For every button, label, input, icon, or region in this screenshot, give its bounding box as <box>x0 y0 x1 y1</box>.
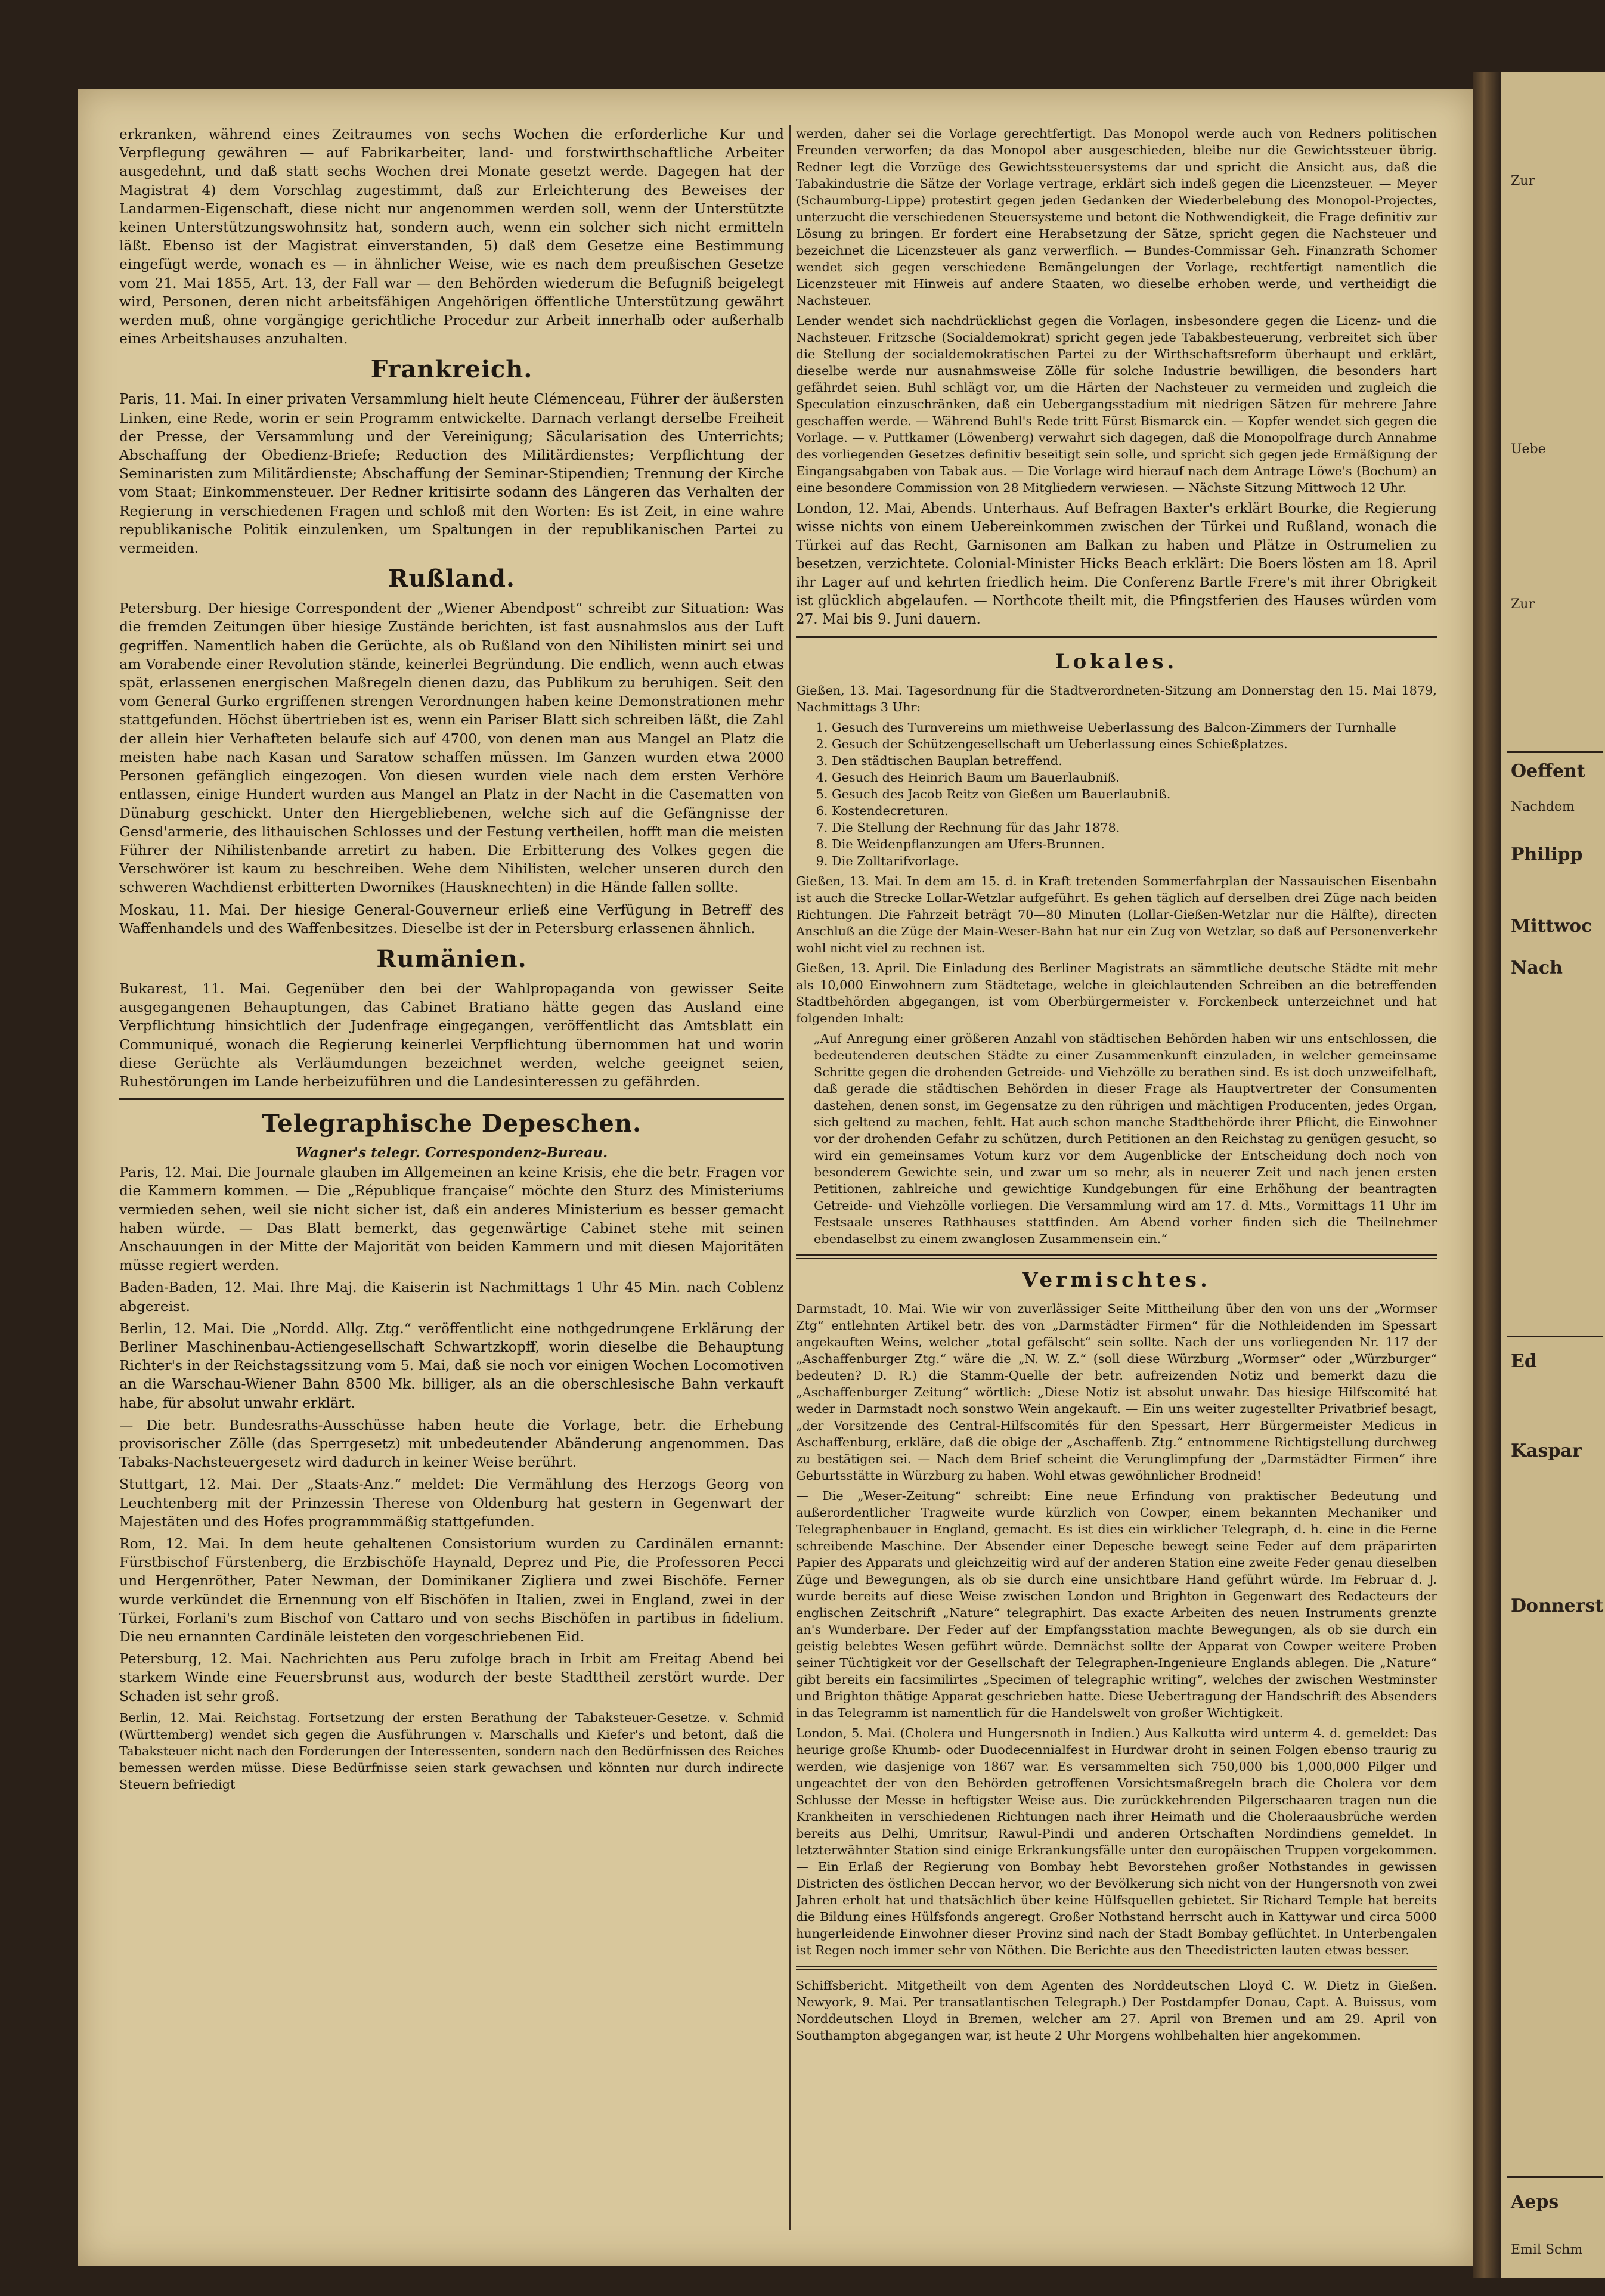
telegram-paragraph: — Die betr. Bundesraths-Ausschüsse haben heute die Vorlage, betr. die Erhebung provisorischer Zölle (das Sperrgesetz) mit unbedeutender Abänderung angenommen. Das Tabaks-Nachsteuergesetz wird dadurch in keiner Weise berührt. <box>119 1416 784 1471</box>
article-paragraph: London, 5. Mai. (Cholera und Hungersnoth in Indien.) Aus Kalkutta wird unterm 4. d. gemeldet: Das heurige große Khumb- oder Duodecennialfest in Hurdwar droht in seinen Folgen ebenso traurig zu werden, wie dasjenige von 1867 war. Es versammelten sich 750,000 bis 1,000,000 Pilger und ungeachtet der von den Behörden getroffenen Vorsichtsmaßregeln brach die Cholera vor dem Schlusse der Messe in heftigster Weise aus. Die zurückkehrenden Pilgerschaaren tragen nun die Krankheiten in verschiedenen Richtungen nach ihrer Heimath und die Choleraausbrüche werden bereits aus Delhi, Umritsur, Rawul-Pindi und anderen Ortschaften Nordindiens gemeldet. In letzterwähnter Station sind einige Erkrankungsfälle unter den europäischen Truppen vorgekommen. — Ein Erlaß der Regierung von Bombay hebt Bevorstehen großer Nothstandes in gewissen Districten des östlichen Deccan hervor, wo der Bevölkerung sich nicht von der Hungersnoth von zwei Jahren erholt hat und thatsächlich über keine Hülfsquellen gebietet. Sir Richard Temple hat bereits die Bildung eines Hülfsfonds angeregt. Großer Nothstand herrscht auch in Kattywar und circa 5000 hungerleidende Einwohner dieser Provinz sind nach der Stadt Bombay geflüchtet. In Unterbengalen ist Regen noch immer sehr von Nöthen. Die Berichte aus den Theedistricten lauten etwas besser. <box>796 1726 1437 1957</box>
adjacent-rule <box>1507 1336 1603 1337</box>
adjacent-fragment: Nachdem <box>1511 800 1575 814</box>
agenda-item: 1. Gesuch des Turnvereins um miethweise Ueberlassung des Balcon-Zimmers der Turnhalle <box>832 719 1437 736</box>
agenda-item: 5. Gesuch des Jacob Reitz von Gießen um Bauerlaubniß. <box>832 786 1437 802</box>
bureau-subheading: Wagner's telegr. Correspondenz-Bureau. <box>295 1145 608 1161</box>
article-paragraph: Gießen, 13. Mai. In dem am 15. d. in Kraft tretenden Sommerfahrplan der Nassauischen Eisenbahn ist auch die Strecke Lollar-Wetzlar aufgeführt. Es gehen täglich auf derselben drei Züge nach beiden Richtungen. Die Fahrzeit beträgt 70—80 Minuten (Lollar-Gießen-Wetzlar nur die Hälfte), directen Anschluß an die Züge der Main-Weser-Bahn hat nur ein Zug von Wetzlar, so daß auf Personenverkehr wohl nicht viel zu rechnen ist. <box>796 874 1437 955</box>
section-divider <box>796 1966 1437 1970</box>
adjacent-rule <box>1507 751 1603 753</box>
section-heading-rumaenien: Rumänien. <box>376 944 527 973</box>
agenda-item: 2. Gesuch der Schützengesellschaft um Ueberlassung eines Schießplatzes. <box>832 736 1437 752</box>
adjacent-fragment: Zur <box>1511 173 1535 188</box>
agenda-list <box>832 719 1437 869</box>
quoted-letter: „Auf Anregung einer größeren Anzahl von städtischen Behörden haben wir uns entschlossen, die bedeutenderen deutschen Städte zu einer Zusammenkunft einzuladen, in welcher gemeinsame Schritte gegen die drohenden Getreide- und Viehzölle zu berathen sind. Es ist doch unzweifelhaft, daß gerade die städtischen Behörden in dieser Frage als Hauptvertreter der Consumenten dastehen, denen sonst, im Gegensatze zu den rührigen und mächtigen Producenten, jedes Organ, sich geltend zu machen, fehlt. Hat auch schon manche Stadtbehörde ihrer Pflicht, die Einwohner vor der drohenden Gefahr zu schützen, durch Petitionen an den Reichstag zu genügen gesucht, so wird ein gemeinsames Votum kurz vor dem Augenblicke der Entscheidung doch noch von besonderem Gewichte sein, und zwar um so mehr, als in neuerer Zeit und nach jenen ersten Petitionen, zahlreiche und gewichtige Kundgebungen für eine Erhöhung der beantragten Getreide- und Viehzölle vorliegen. Die Versammlung wird am 17. d. Mts., Vormittags 11 Uhr im Festsaale unseres Rathhauses stattfinden. Am Abend vorher finden sich die Theilnehmer ebendaselbst zu einem zwanglosen Zusammensein ein.“ <box>814 1031 1437 1246</box>
adjacent-fragment: Aeps <box>1511 2192 1559 2213</box>
article-paragraph: Paris, 11. Mai. In einer privaten Versammlung hielt heute Clémenceau, Führer der äußersten Linken, eine Rede, worin er sein Programm entwickelte. Darnach verlangt derselbe Freiheit der Presse, der Versammlung und der Vereinigung; Säcularisation des Unterrichts; Abschaffung der Obedienz-Briefe; Reduction des Militärdienstes; Verpflichtung der Seminaristen zum Militärdienste; Abschaffung der Seminar-Stipendien; Trennung der Kirche vom Staat; Einkommensteuer. Der Redner kritisirte sodann des Längeren das Verhalten der Regierung in verschiedenen Fragen und schloß mit den Worten: Es ist Zeit, in eine wahre republikanische Politik einzulenken, um Spaltungen in der republikanischen Partei zu vermeiden. <box>119 391 784 557</box>
telegram-paragraph: Berlin, 12. Mai. Die „Nordd. Allg. Ztg.“ veröffentlicht eine nothgedrungene Erklärung der Berliner Maschinenbau-Actiengesellschaft Schwartzkopff, worin dieselbe die Behauptung Richter's in der Reichstagssitzung vom 5. Mai, daß sie noch vor einigen Wochen Locomotiven an die Warschau-Wiener Bahn 8500 Mk. billiger, als an die oberschlesische Bahn verkauft habe, für absolut unwahr erklärt. <box>119 1319 784 1411</box>
section-heading-vermischtes: Vermischtes. <box>1022 1268 1211 1292</box>
section-heading-russland: Rußland. <box>388 565 515 593</box>
article-paragraph: Petersburg. Der hiesige Correspondent der „Wiener Abendpost“ schreibt zur Situation: Was die fremden Zeitungen über hiesige Zustände berichten, ist fast ausnahmslos aus der Luft gegriffen. Namentlich haben die Gerüchte, als ob Rußland von den Nihilisten minirt sei und am Vorabende einer Revolution stände, keinerlei Begründung. Die endlich, wenn auch etwas spät, erlassenen energischen Maßregeln dienen dazu, das Publikum zu beruhigen. Seit den vom General Gurko ergriffenen strengen Verordnungen haben keine Demonstrationen mehr stattgefunden. Höchst übertrieben ist es, wenn ein Pariser Blatt sich schreiben läßt, die Zahl der allein hier Verhafteten belaufe sich auf 4700, von denen man aus Mangel an Platz die meisten habe nach Kasan und Saratow schaffen müssen. Im Ganzen wurden etwa 2000 Personen gefänglich eingezogen. Von diesen wurden viele nach dem ersten Verhöre entlassen, einige Hundert wurden aus Mangel an Platz in der Nacht in die Casematten von Dünaburg geschickt. Unter den Hiergebliebenen, welche sich auf die Gefängnisse der Gensd'armerie, des lithauischen Schlosses und der Festung vertheilen, hofft man die meisten Führer der Nihilistenbande arretirt zu haben. Die Erbitterung des Volkes gegen die Verschwörer ist kaum zu beschreiben. Wehe dem Nihilisten, welcher unseren durch den schweren Wachdienst erbitterten Dwornikes (Hausknechten) in die Hände fallen sollte. <box>119 600 784 896</box>
adjacent-rule <box>1507 2176 1603 2178</box>
section-divider <box>796 636 1437 640</box>
telegram-paragraph: Stuttgart, 12. Mai. Der „Staats-Anz.“ meldet: Die Vermählung des Herzogs Georg von Leuchtenberg mit der Prinzessin Therese von Oldenburg hat gestern in Gegenwart der Majestäten und des Hofes programmmäßig stattgefunden. <box>119 1476 784 1530</box>
adjacent-page-strip <box>1501 72 1605 2278</box>
article-paragraph: Gießen, 13. April. Die Einladung des Berliner Magistrats an sämmtliche deutsche Städte mit mehr als 10,000 Einwohnern zum Städtetage, welche in gleichlautenden Schreiben an die betreffenden Stadtbehörden abgegangen, ist vom Oberbürgermeister v. Forckenbeck unterzeichnet und hat folgenden Inhalt: <box>796 961 1437 1025</box>
intro-paragraph: erkranken, während eines Zeitraumes von sechs Wochen die erforderliche Kur und Verpflegung gewähren — auf Fabrikarbeiter, land- und forstwirthschaftliche Arbeiter ausgedehnt, und daß statt sechs Wochen drei Monate gesetzt werde. Dagegen hat der Magistrat 4) dem Vorschlag zugestimmt, daß zur Erleichterung des Beweises der Landarmen-Eigenschaft, diese nicht nur angenommen werden soll, wenn der Unterstützte keinen Unterstützungswohnsitz hat, sondern auch, wenn ein solcher sich nicht ermitteln läßt. Ebenso ist der Magistrat einverstanden, 5) daß dem Gesetze eine Bestimmung eingefügt werde, wonach es — in ähnlicher Weise, wie es nach dem preußischen Gesetze vom 21. Mai 1855, Art. 13, der Fall war — den Behörden wiederum die Befugniß beigelegt wird, Personen, deren nicht arbeitsfähigen Angehörigen öffentliche Unterstützung gewährt werden muß, ohne vorgängige gerichtliche Procedur zur Arbeit innerhalb oder außerhalb eines Arbeitshauses anzuhalten. <box>119 126 784 348</box>
adjacent-fragment: Kaspar <box>1511 1440 1582 1461</box>
article-paragraph: — Die „Weser-Zeitung“ schreibt: Eine neue Erfindung von praktischer Bedeutung und außerordentlicher Tragweite wurde kürzlich von Cowper, einem bekannten Mechaniker und Telegraphenbauer in England, gemacht. Es ist dies ein wirklicher Telegraph, d. h. eine in die Ferne schreibende Maschine. Der Absender einer Depesche bewegt seine Feder auf dem präparirten Papier des Apparats und gleichzeitig wird auf der anderen Station eine zweite Feder genau dieselben Züge und Bewegungen, als ob sie durch eine unsichtbare Hand geführt würde. Im Februar d. J. wurde bereits auf diese Weise zwischen London und Brighton in Gegenwart des Redacteurs der englischen Zeitschrift „Nature“ telegraphirt. Das exacte Arbeiten des neuen Instruments grenzte an's Wunderbare. Der Feder auf der Empfangsstation machte Bewegungen, als ob sie durch ein geistig belebtes Wesen geführt würde. Demnächst sollte der Apparat von Cowper weitere Proben seiner Tüchtigkeit vor der Gesellschaft der Telegraphen-Ingenieure Englands ablegen. Die „Nature“ gibt bereits ein facsimilirtes „Specimen of telegraphic writing“, welches der zwischen Westminster und Brighton thätige Apparat geschrieben hatte. Diese Uebertragung der Handschrift des Absenders in das Telegramm ist namentlich für die Handelswelt von großer Wichtigkeit. <box>796 1489 1437 1720</box>
section-heading-frankreich: Frankreich. <box>370 355 533 384</box>
article-paragraph: Bukarest, 11. Mai. Gegenüber den bei der Wahlpropaganda von gewisser Seite ausgegangenen Behauptungen, das Cabinet Bratiano hätte gegen das Ausland eine Verpflichtung hinsichtlich der Judenfrage eingegangen, veröffentlicht das Amtsblatt ein Communiqué, wonach die Regierung keinerlei Verpflichtung übernommen hat und worin diese Gerüchte als Verläumdungen bezeichnet werden, welche geeignet seien, Ruhestörungen im Lande herbeizuführen und die Landesinteressen zu gefährden. <box>119 980 784 1090</box>
article-paragraph: London, 12. Mai, Abends. Unterhaus. Auf Befragen Baxter's erklärt Bourke, die Regierung wisse nichts von einem Uebereinkommen zwischen der Türkei und Rußland, wonach die Türkei auf das Recht, Garnisonen am Balkan zu haben und Plätze in Ostrumelien zu besetzen, verzichtete. Colonial-Minister Hicks Beach erklärt: Die Boers lösten am 18. April ihr Lager auf und kehrten friedlich heim. Die Conferenz Bartle Frere's mit ihrer Obrigkeit ist glücklich abgelaufen. — Northcote theilt mit, die Pfingstferien des Hauses würden vom 27. Mai bis 9. Juni dauern. <box>796 501 1437 627</box>
adjacent-fragment: Oeffent <box>1511 761 1585 782</box>
telegram-paragraph: Rom, 12. Mai. In dem heute gehaltenen Consistorium wurden zu Cardinälen ernannt: Fürstbischof Fürstenberg, die Erzbischöfe Haynald, Deprez und Pie, die Professoren Pecci und Hergenröther, Pater Newman, der Dominikaner Zigliera und zwei Bischöfe. Ferner wurde verkündet die Ernennung von elf Bischöfen in Italien, zwei in England, zwei in der Türkei, Forlani's zum Bischof von Cattaro und von sechs Bischöfen in partibus in fidelium. Die neu ernannten Cardinäle leisteten den vorgeschriebenen Eid. <box>119 1535 784 1646</box>
right-column <box>796 125 1437 2230</box>
adjacent-fragment: Uebe <box>1511 442 1546 457</box>
agenda-item: 8. Die Weidenpflanzungen am Ufers-Brunnen. <box>832 836 1437 853</box>
article-paragraph: werden, daher sei die Vorlage gerechtfertigt. Das Monopol werde auch von Redners politischen Freunden verworfen; da das Monopol aber ausgeschieden, bleibe nur die Gewichtssteuer übrig. Redner legt die Vorzüge des Gewichtssteuersystems dar und spricht die Ansicht aus, daß die Tabakindustrie die Sätze der Vorlage vertrage, erklärt sich indeß gegen die Licenzsteuer. — Meyer (Schaumburg-Lippe) protestirt gegen jeden Gedanken der Wiederbelebung des Monopol-Projectes, unterzucht die verschiedenen Steuersysteme und betont die Nothwendigkeit, die Frage definitiv zur Lösung zu bringen. Er fordert eine Herabsetzung der Sätze, spricht gegen die Nachsteuer und bezeichnet die Licenzsteuer als ganz verwerflich. — Bundes-Commissar Geh. Finanzrath Schomer wendet sich gegen verschiedene Bemängelungen der Vorlage, rechtfertigt namentlich die Licenzsteuer mit Hinweis auf andere Staaten, wo dieselbe erhoben werde, und vertheidigt die Nachsteuer. <box>796 126 1437 308</box>
adjacent-fragment: Ed <box>1511 1351 1537 1372</box>
agenda-intro: Gießen, 13. Mai. Tagesordnung für die Stadtverordneten-Sitzung am Donnerstag den 15. Mai 1879, Nachmittags 3 Uhr: <box>796 683 1437 714</box>
telegram-paragraph: Berlin, 12. Mai. Reichstag. Fortsetzung der ersten Berathung der Tabaksteuer-Gesetze. v. Schmid (Württemberg) wendet sich gegen die Ausführungen v. Marschalls und Kiefer's und betont, daß die Tabaksteuer nicht nach den Forderungen der Interessenten, sondern nach den Bedürfnissen des Reiches bemessen werden müsse. Diese Bedürfnisse seien stark gewachsen und könnten nur durch indirecte Steuern befriedigt <box>119 1710 784 1792</box>
page-gutter <box>1473 72 1501 2278</box>
article-paragraph: Moskau, 11. Mai. Der hiesige General-Gouverneur erließ eine Verfügung in Betreff des Waffenhandels und des Waffenbesitzes. Dieselbe ist der in Petersburg erlassenen ähnlich. <box>119 901 784 937</box>
left-column <box>119 125 784 2230</box>
section-divider <box>119 1098 784 1102</box>
adjacent-fragment: Philipp <box>1511 844 1583 865</box>
agenda-item: 6. Kostendecreturen. <box>832 802 1437 819</box>
adjacent-fragment: Zur <box>1511 597 1535 612</box>
agenda-item: 3. Den städtischen Bauplan betreffend. <box>832 752 1437 769</box>
agenda-item: 7. Die Stellung der Rechnung für das Jahr 1878. <box>832 819 1437 836</box>
section-heading-lokales: Lokales. <box>1055 650 1178 674</box>
shipping-report: Schiffsbericht. Mitgetheilt von dem Agenten des Norddeutschen Lloyd C. W. Dietz in Gießen. Newyork, 9. Mai. Per transatlantischen Telegraph.) Der Postdampfer Donau, Capt. A. Buissus, vom Norddeutschen Lloyd in Bremen, welcher am 27. April von Bremen und am 29. April von Southampton abgegangen war, ist heute 2 Uhr Morgens wohlbehalten hier angekommen. <box>796 1978 1437 2043</box>
telegram-paragraph: Baden-Baden, 12. Mai. Ihre Maj. die Kaiserin ist Nachmittags 1 Uhr 45 Min. nach Coblenz abgereist. <box>119 1279 784 1315</box>
adjacent-fragment: Nach <box>1511 958 1563 978</box>
section-divider <box>796 1254 1437 1259</box>
column-rule <box>789 125 791 2230</box>
article-paragraph: Lender wendet sich nachdrücklichst gegen die Vorlagen, insbesondere gegen die Licenz- und die Nachsteuer. Fritzsche (Socialdemokrat) spricht gegen jede Tabakbesteuerung, verbreitet sich über die Stellung der socialdemokratischen Partei zu der Wirthschaftsreform überhaupt und erklärt, dieselbe werde nur ausnahmsweise Zölle für solche Industrie bewilligen, die besonders hart gefährdet seien. Buhl schlägt vor, um die Härten der Nachsteuer zu vermeiden und zugleich die Speculation einzuschränken, daß ein Uebergangsstadium mit niedrigen Sätzen für mehrere Jahre geschaffen werde. — Während Buhl's Rede tritt Fürst Bismarck ein. — Kopfer wendet sich gegen die Vorlage. — v. Puttkamer (Löwenberg) verwahrt sich dagegen, daß die Monopolfrage durch Annahme des vorliegenden Gesetzes definitiv beseitigt sein solle, und spricht sich gegen jede Ermäßigung der Eingangsabgaben von Tabak aus. — Die Vorlage wird hierauf nach dem Antrage Löwe's (Bochum) an eine besondere Commission von 28 Mitgliedern verwiesen. — Nächste Sitzung Mittwoch 12 Uhr. <box>796 314 1437 495</box>
adjacent-fragment: Emil Schm <box>1511 2242 1583 2257</box>
adjacent-fragment: Donnerst <box>1511 1595 1604 1616</box>
adjacent-fragment: Mittwoc <box>1511 916 1592 937</box>
agenda-item: 9. Die Zolltarifvorlage. <box>832 853 1437 869</box>
article-paragraph: Darmstadt, 10. Mai. Wie wir von zuverlässiger Seite Mittheilung über den von uns der „Wormser Ztg“ entlehnten Artikel betr. des von „Darmstädter Firmen“ für die Nothleidenden im Spessart angekauften Weins, welcher „total gefälscht“ sein sollte. Nach der uns vorliegenden Nr. 117 der „Aschaffenburger Ztg.“ wäre die „N. W. Z.“ (soll diese Würzburg „Wormser“ oder „Würzburger“ bedeuten? D. R.) die Stamm-Quelle der betr. aufreizenden Notiz und bemerkt dazu die „Aschaffenburger Zeitung“ wörtlich: „Diese Notiz ist absolut unwahr. Das hiesige Hilfscomité hat weder in Darmstadt noch sonstwo Wein angekauft. — Ein uns weiter zugestellter Privatbrief besagt, „der Vorsitzende des Central-Hilfscomités für den Spessart, Herr Bürgermeister Medicus in Aschaffenburg, erkläre, daß die obige der „Aschaffenb. Ztg.“ entnommene Richtigstellung durchweg zu bestätigen sei. — Nach dem Brief scheint die Verunglimpfung der „Darmstädter Firmen“ ihre Geburtsstätte in Würzburg zu haben. Wohl etwas gewöhnlicher Brodneid! <box>796 1302 1437 1483</box>
telegram-paragraph: Petersburg, 12. Mai. Nachrichten aus Peru zufolge brach in Irbit am Freitag Abend bei starkem Winde eine Feuersbrunst aus, wodurch der beste Stadttheil zerstört wurde. Der Schaden ist sehr groß. <box>119 1650 784 1705</box>
telegram-paragraph: Paris, 12. Mai. Die Journale glauben im Allgemeinen an keine Krisis, ehe die betr. Fragen vor die Kammern kommen. — Die „République française“ möchte den Sturz des Ministeriums vermieden sehen, weil sie nicht sicher ist, daß ein anderes Ministerium es besser gemacht haben würde. — Das Blatt bemerkt, das gegenwärtige Cabinet stehe mit seinen Anschauungen in der Mitte der Majorität von beiden Kammern und mit diesen Majoritäten müsse regiert werden. <box>119 1164 784 1274</box>
newspaper-page <box>78 89 1473 2266</box>
agenda-item: 4. Gesuch des Heinrich Baum um Bauerlaubniß. <box>832 769 1437 786</box>
section-heading-telegraphische: Telegraphische Depeschen. <box>262 1110 642 1138</box>
